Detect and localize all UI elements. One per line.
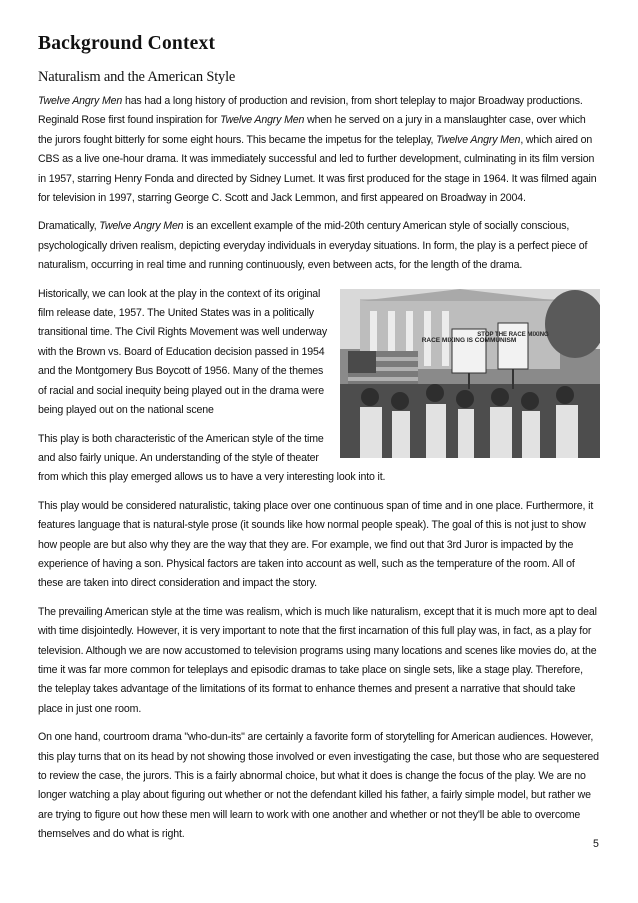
italic-title: Twelve Angry Men (99, 220, 184, 233)
text-run: The prevailing American style at the time was realism, which is much like naturalism, except that it is much more apt to deal with time disjointedly. However, it is very important to note that the first incarnation of this full play was, in fact, as a play for television. Although we are now accustomed to television programs using many locations and scenes like movies do, at the time it was far more common for teleplays and episodic dramas to take place on single sets, like a stage play. Therefore, the teleplay takes advantage of the limitations of its format to enhance themes and present a narrative that should take place in just one room. (38, 605, 597, 715)
paragraph (38, 728, 600, 844)
text-run: , which aired on CBS as a live one-hour drama. It was immediately successful and led to further development, culminating in its film version in 1957, starring Henry Fonda and directed by Sidney Lumet. It was first produced for the stage in 1964. It was filmed again for television in 1997, starring George C. Scott and Jack Lemmon, and first appeared on Broadway in 2004. (38, 133, 597, 205)
italic-title: Twelve Angry Men (38, 95, 123, 107)
text-run: when he served on a jury in a manslaughter case, over which the jurors fought bitterly for some eight hours. This became the impetus for the teleplay, (38, 114, 586, 146)
paragraph (38, 217, 600, 275)
section-subtitle: Naturalism and the American Style (38, 69, 236, 85)
paragraph (38, 92, 600, 208)
text-run: Historically, we can look at the play in the context of its original film release date, 1957. The United States was in a politically transitional time. The Civil Rights Movement was well underway with the Brown vs. Board of Education decision passed in 1954 and the Montgomery Bus Boycott of 1956. Many of the themes of racial and social inequity being played out in the drama were being played out on the national scene (38, 287, 328, 417)
text-run: This play would be considered naturalistic, taking place over one continuous span of time and in one place. Furthermore, it features language that is natural-style prose (it sounds like how normal people speak). The goal of this is not just to show how people are but also why they are the way that they are. For example, we find out that 3rd Juror is impacted by the experience of having a son. Physical factors are taken into account as well, such as the temperature of the room. All of these are taken into direct consideration and impact the story. (38, 499, 594, 590)
italic-title: Twelve Angry Men (220, 114, 305, 127)
sign-2-text: STOP THE RACE MIXING (477, 331, 549, 338)
section-title: Background Context (38, 33, 216, 54)
page-number: 5 (593, 838, 599, 850)
text-run: Dramatically, (38, 220, 100, 233)
text-run: has had a long history of production and revision, from short teleplay to major Broadway productions. Reginald Rose first found inspiration for (38, 95, 583, 127)
text-run: This play is both characteristic of the American style of the time and also fairly unique. An understanding of the style of theater from which this play emerged allows us to have a very interesting look into it. (38, 432, 386, 484)
body-text (38, 92, 600, 845)
document-page (38, 32, 600, 854)
paragraph (38, 497, 600, 594)
paragraph (38, 603, 600, 719)
italic-title: Twelve Angry Men (436, 133, 521, 146)
text-run: On one hand, courtroom drama "who-dun-its" are certainly a favorite form of storytelling for American audiences. However, this play turns that on its head by not showing those involved or even investigating the case, but those who are sequestered to review the case, the jurors. This is a fairly abnormal choice, but what it does is change the focus of the play. We are no longer watching a play about figuring out whether or not the defendant killed his father, a fairly simple model, but rather we are trying to figure out how these men will learn to work with one another and whether or not they'll be able to overcome themselves and do what is right. (38, 731, 599, 841)
sign-1-text: RACE MIXING IS COMMUNISM (421, 336, 517, 344)
historical-protest-photo (340, 289, 600, 458)
text-run: is an excellent example of the mid-20th century American style of socially conscious, psychologically driven realism, depicting everyday individuals in everyday situations. In form, the play is a perfect piece of naturalism, occurring in real time and running continuously, even between acts, for the length of the drama. (38, 220, 588, 272)
